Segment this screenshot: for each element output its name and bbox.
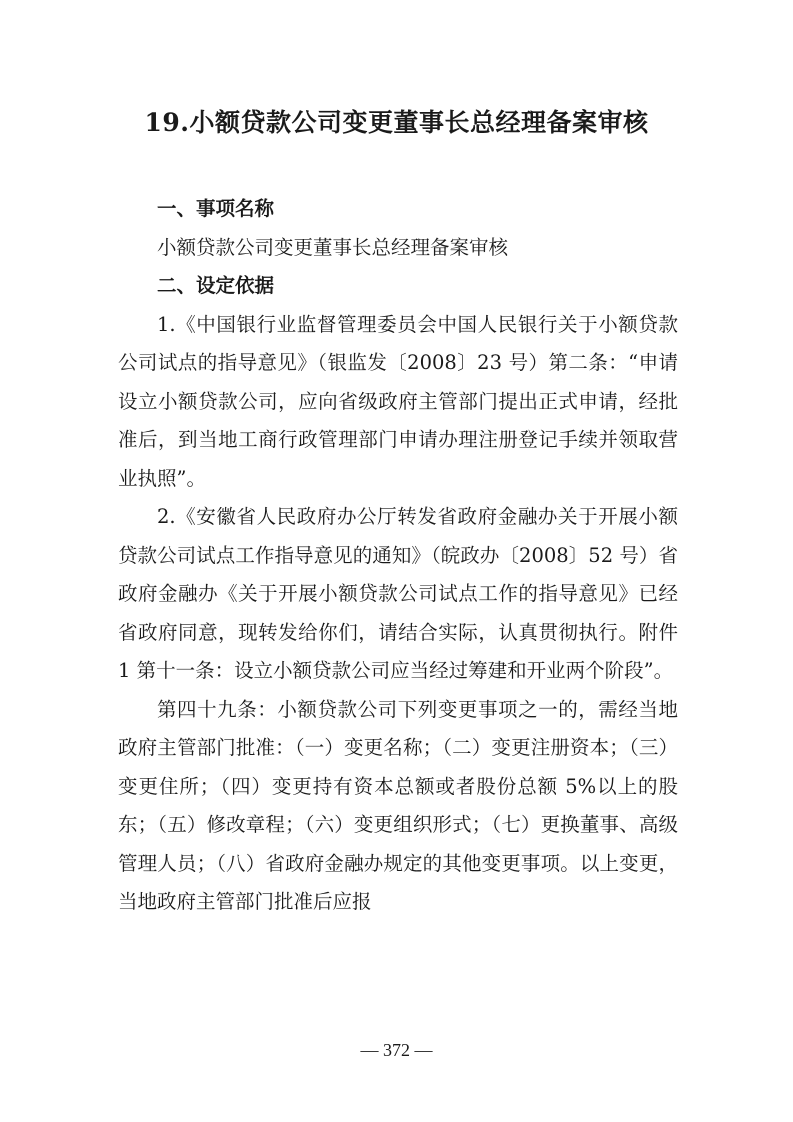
document-body (118, 190, 678, 922)
legal-basis-paragraph-3: 第四十九条：小额贷款公司下列变更事项之一的，需经当地政府主管部门批准：（一）变更名称；（二）变更注册资本；（三）变更住所；（四）变更持有资本总额或者股份总额 5%以上的股东；（五）修改章程；（六）变更组织形式；（七）更换董事、高级管理人员；（八）省政府金融办规定的其他变更事项。以上变更，当地政府主管部门批准后应报 (118, 697, 678, 913)
document-title: 19.小额贷款公司变更董事长总经理备案审核 (144, 108, 649, 137)
page-number: — 372 — (360, 1040, 433, 1060)
item-name-text: 小额贷款公司变更董事长总经理备案审核 (157, 235, 509, 259)
section-heading-legal-basis: 二、设定依据 (157, 274, 275, 297)
section-heading-item-name: 一、事项名称 (157, 197, 275, 220)
legal-basis-paragraph-2: 2.《安徽省人民政府办公厅转发省政府金融办关于开展小额贷款公司试点工作指导意见的通知》（皖政办〔2008〕52 号）省政府金融办《关于开展小额贷款公司试点工作的指导意见》已经省政府同意，现转发给你们，请结合实际，认真贯彻执行。附件 1 第十一条：设立小额贷款公司应当经过筹建和开业两个阶段”。 (118, 505, 678, 682)
legal-basis-paragraph-1: 1.《中国银行业监督管理委员会中国人民银行关于小额贷款公司试点的指导意见》（银监发〔2008〕23 号）第二条：“申请设立小额贷款公司，应向省级政府主管部门提出正式申请，经批准后，到当地工商行政管理部门申请办理注册登记手续并领取营业执照”。 (118, 312, 678, 490)
